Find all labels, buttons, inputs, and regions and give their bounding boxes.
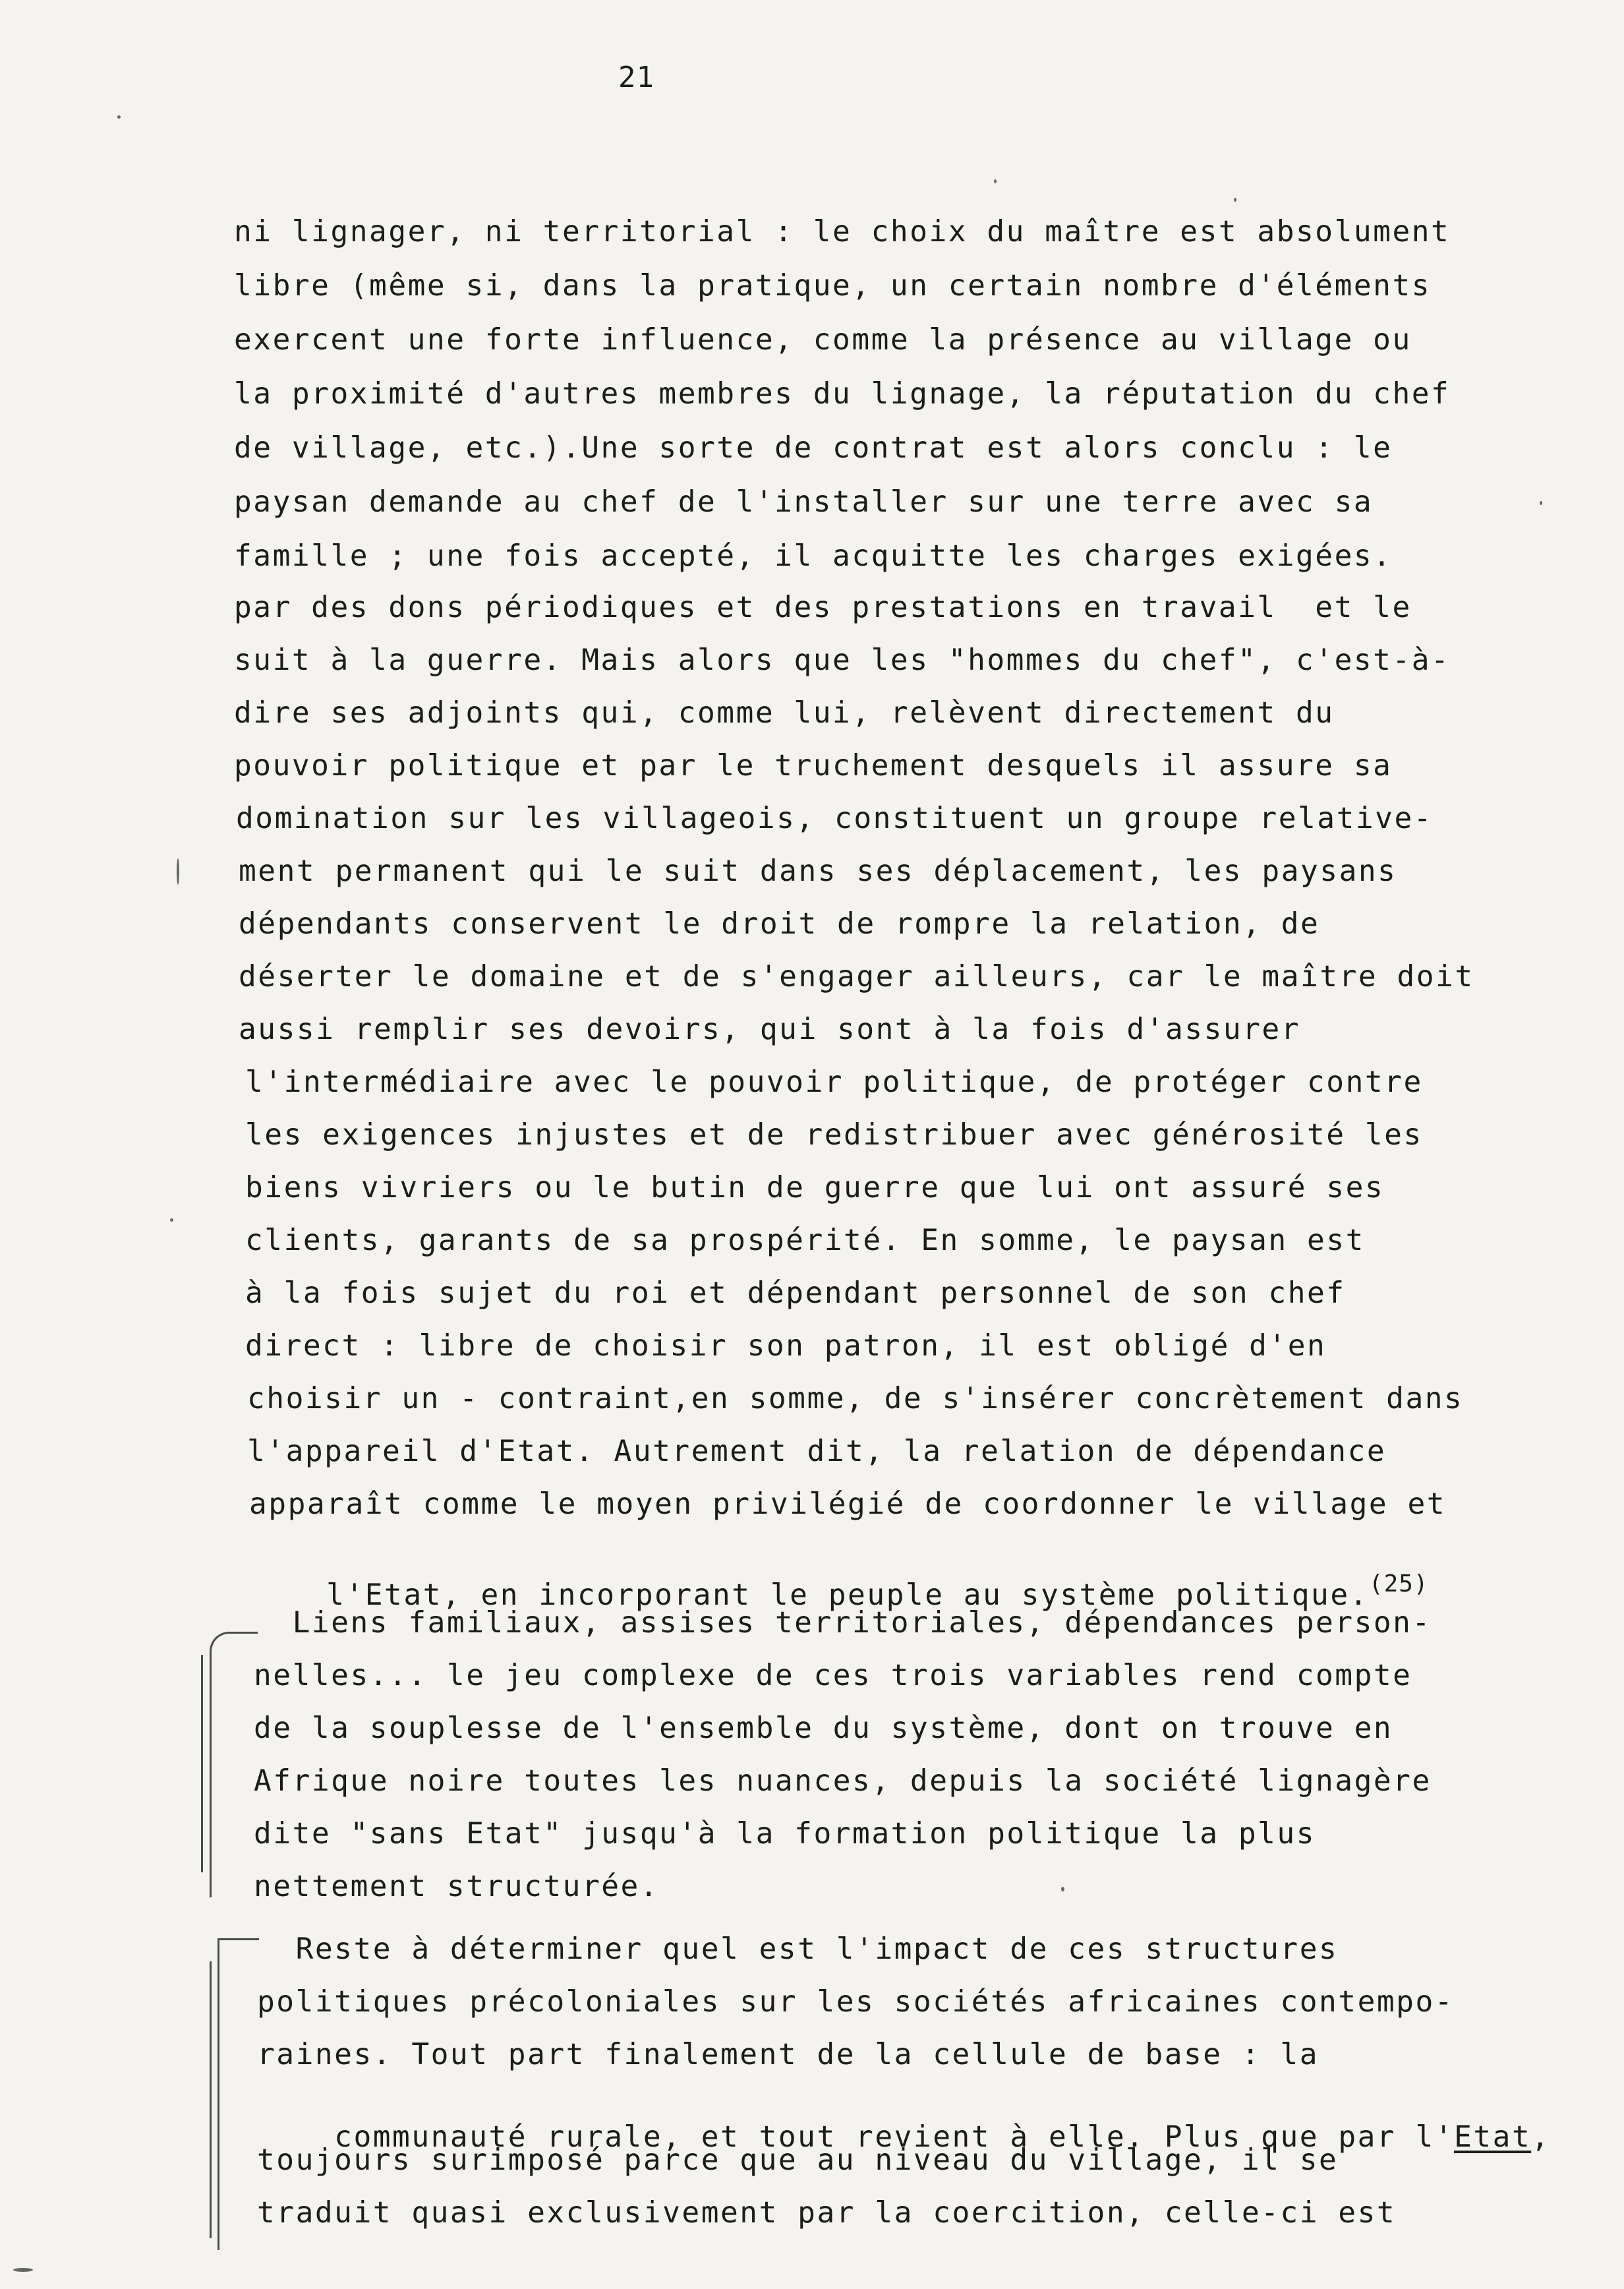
text-line: ment permanent qui le suit dans ses déplacement, les paysans: [239, 854, 1397, 888]
margin-bracket: [210, 1961, 212, 2238]
margin-bracket: [210, 1632, 258, 1897]
text-line: pouvoir politique et par le truchement desquels il assure sa: [234, 749, 1393, 783]
text-line: déserter le domaine et de s'engager ailleurs, car le maître doit: [239, 960, 1474, 994]
text-line: apparaît comme le moyen privilégié de coordonner le village et: [249, 1487, 1447, 1521]
text-line: de village, etc.).Une sorte de contrat est alors conclu : le: [234, 431, 1393, 465]
scan-speck: [994, 179, 997, 183]
scan-speck: [117, 115, 121, 119]
text-line: choisir un - contraint,en somme, de s'insérer concrètement dans: [247, 1382, 1464, 1415]
text-line-body: l'Etat, en incorporant le peuple au système politique.: [326, 1578, 1369, 1612]
text-line: Liens familiaux, assises territoriales, dépendances person-: [254, 1606, 1432, 1640]
text-line: de la souplesse de l'ensemble du système, dont on trouve en: [254, 1711, 1393, 1745]
text-line: à la fois sujet du roi et dépendant personnel de son chef: [245, 1276, 1346, 1310]
text-line: dite "sans Etat" jusqu'à la formation politique la plus: [254, 1817, 1316, 1851]
scan-speck: [1234, 198, 1236, 202]
text-line: paysan demande au chef de l'installer sur une terre avec sa: [234, 485, 1374, 519]
margin-bracket: [218, 1938, 259, 2250]
text-line: dire ses adjoints qui, comme lui, relèvent directement du: [234, 696, 1335, 730]
text-line: nelles... le jeu complexe de ces trois variables rend compte: [254, 1659, 1412, 1692]
text-line: l'intermédiaire avec le pouvoir politique, de protéger contre: [245, 1065, 1423, 1099]
text-line: ni lignager, ni territorial : le choix du maître est absolument: [234, 215, 1451, 249]
text-line: nettement structurée.: [254, 1870, 660, 1903]
page-number: 21: [618, 61, 654, 94]
footnote-reference: (25): [1368, 1570, 1429, 1597]
text-line: biens vivriers ou le butin de guerre que lui ont assuré ses: [245, 1171, 1385, 1204]
text-line: Afrique noire toutes les nuances, depuis la société lignagère: [254, 1764, 1432, 1798]
scan-speck: [1061, 1887, 1064, 1891]
text-line: Reste à déterminer quel est l'impact de ces structures: [257, 1932, 1339, 1966]
text-line-body: communauté rurale, et tout revient à elle. Plus que par l': [334, 2120, 1455, 2154]
text-line: toujours surimposé parce que au niveau du village, il se: [257, 2143, 1339, 2177]
scan-speck: [13, 2268, 33, 2272]
scan-speck: [177, 858, 179, 885]
text-line: clients, garants de sa prospérité. En somme, le paysan est: [245, 1224, 1365, 1257]
text-line: politiques précoloniales sur les sociétés africaines contempo-: [257, 1985, 1455, 2019]
text-line: dépendants conservent le droit de rompre la relation, de: [239, 907, 1320, 941]
text-line: aussi remplir ses devoirs, qui sont à la fois d'assurer: [239, 1013, 1301, 1046]
text-line: direct : libre de choisir son patron, il est obligé d'en: [245, 1329, 1327, 1363]
text-line: l'appareil d'Etat. Autrement dit, la relation de dépendance: [247, 1435, 1387, 1468]
text-line: traduit quasi exclusivement par la coercition, celle-ci est: [257, 2196, 1397, 2230]
text-line: exercent une forte influence, comme la présence au village ou: [234, 323, 1412, 357]
text-line-punct: ,: [1531, 2120, 1551, 2154]
scan-speck: [170, 1218, 173, 1222]
text-line: famille ; une fois accepté, il acquitte les charges exigées.: [234, 539, 1393, 573]
margin-bracket: [201, 1655, 203, 1872]
text-line: libre (même si, dans la pratique, un certain nombre d'éléments: [234, 269, 1432, 303]
text-line: raines. Tout part finalement de la cellule de base : la: [257, 2038, 1320, 2071]
text-line: suit à la guerre. Mais alors que les "hommes du chef", c'est-à-: [234, 643, 1451, 677]
scan-speck: [1540, 501, 1542, 505]
text-line: par des dons périodiques et des prestations en travail et le: [234, 591, 1412, 624]
text-line: la proximité d'autres membres du lignage, la réputation du chef: [234, 377, 1451, 411]
text-line: les exigences injustes et de redistribuer avec générosité les: [245, 1118, 1423, 1152]
text-line: domination sur les villageois, constituent un groupe relative-: [236, 802, 1434, 835]
underlined-word: Etat: [1454, 2120, 1532, 2154]
